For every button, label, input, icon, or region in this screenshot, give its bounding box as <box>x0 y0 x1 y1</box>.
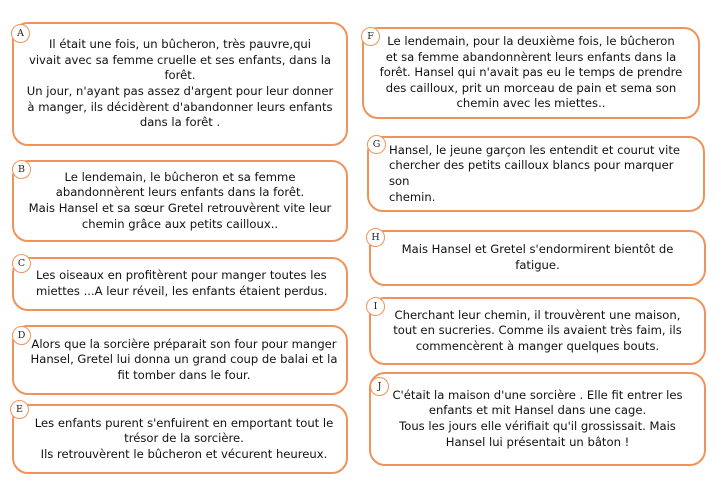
story-card-d-text: Alors que la sorcière préparait son four pour manger Hansel, Gretel lui donna un grand coup de balai et la fit tomber dans le four. <box>30 336 338 382</box>
story-card-d <box>12 325 348 395</box>
card-label-h: H <box>366 228 385 247</box>
card-label-j: J <box>370 377 389 396</box>
card-label-g: G <box>367 135 386 154</box>
story-card-a-text: Il était une fois, un bûcheron, très pauvre,qui vivait avec sa femme cruelle et ses enfants, dans la forêt. Un jour, n'ayant pas assez d'argent pour leur donner à manger, ils décidèrent d'abandonner leurs enfants dans la forêt . <box>26 37 334 130</box>
story-card-f <box>362 27 700 119</box>
story-card-b-text: Le lendemain, le bûcheron et sa femme abandonnèrent leurs enfants dans la forêt. Mais Hansel et sa sœur Gretel retrouvèrent vite leur chemin grâce aux petits cailloux.. <box>28 169 332 231</box>
story-card-c-text: Les oiseaux en profitèrent pour manger toutes les miettes ...A leur réveil, les enfants étaient perdus. <box>36 268 328 298</box>
story-card-f-text: Le lendemain, pour la deuxième fois, le bûcheron et sa femme abandonnèrent leurs enfants dans la forêt. Hansel qui n'avait pas eu le temps de prendre des cailloux, prit un morceau de pain et sema son chemin avec les miettes.. <box>379 34 683 111</box>
card-label-d: D <box>12 326 31 345</box>
story-card-c <box>12 257 348 311</box>
story-card-h <box>369 230 706 286</box>
story-card-g-text: Hansel, le jeune garçon les entendit et courut vite chercher des petits cailloux blancs pour marquer son chemin. <box>389 142 681 204</box>
story-card-j-text: C'était la maison d'une sorcière . Elle fit entrer les enfants et mit Hansel dans une cage. Tous les jours elle vérifiait qu'il grossissait. Mais Hansel lui présentait un bâton ! <box>392 387 683 449</box>
story-card-g <box>367 136 705 212</box>
card-label-e: E <box>10 400 29 419</box>
story-card-h-text: Mais Hansel et Gretel s'endormirent bientôt de fatigue. <box>401 242 674 272</box>
story-card-a <box>12 22 348 146</box>
card-label-i: I <box>366 297 385 316</box>
card-label-a: A <box>11 24 30 43</box>
story-card-b <box>12 160 348 242</box>
story-card-e-text: Les enfants purent s'enfuirent en emportant tout le trésor de la sorcière. Ils retrouvèrent le bûcheron et vécurent heureux. <box>34 415 334 461</box>
story-card-e <box>12 404 348 474</box>
story-card-i <box>369 297 706 365</box>
story-card-i-text: Cherchant leur chemin, il trouvèrent une maison, tout en sucreries. Comme ils avaient très faim, ils commencèrent à manger quelques bouts. <box>393 307 682 353</box>
story-card-j <box>369 372 706 466</box>
card-label-c: C <box>12 254 31 273</box>
card-label-f: F <box>361 27 380 46</box>
card-label-b: B <box>12 160 31 179</box>
